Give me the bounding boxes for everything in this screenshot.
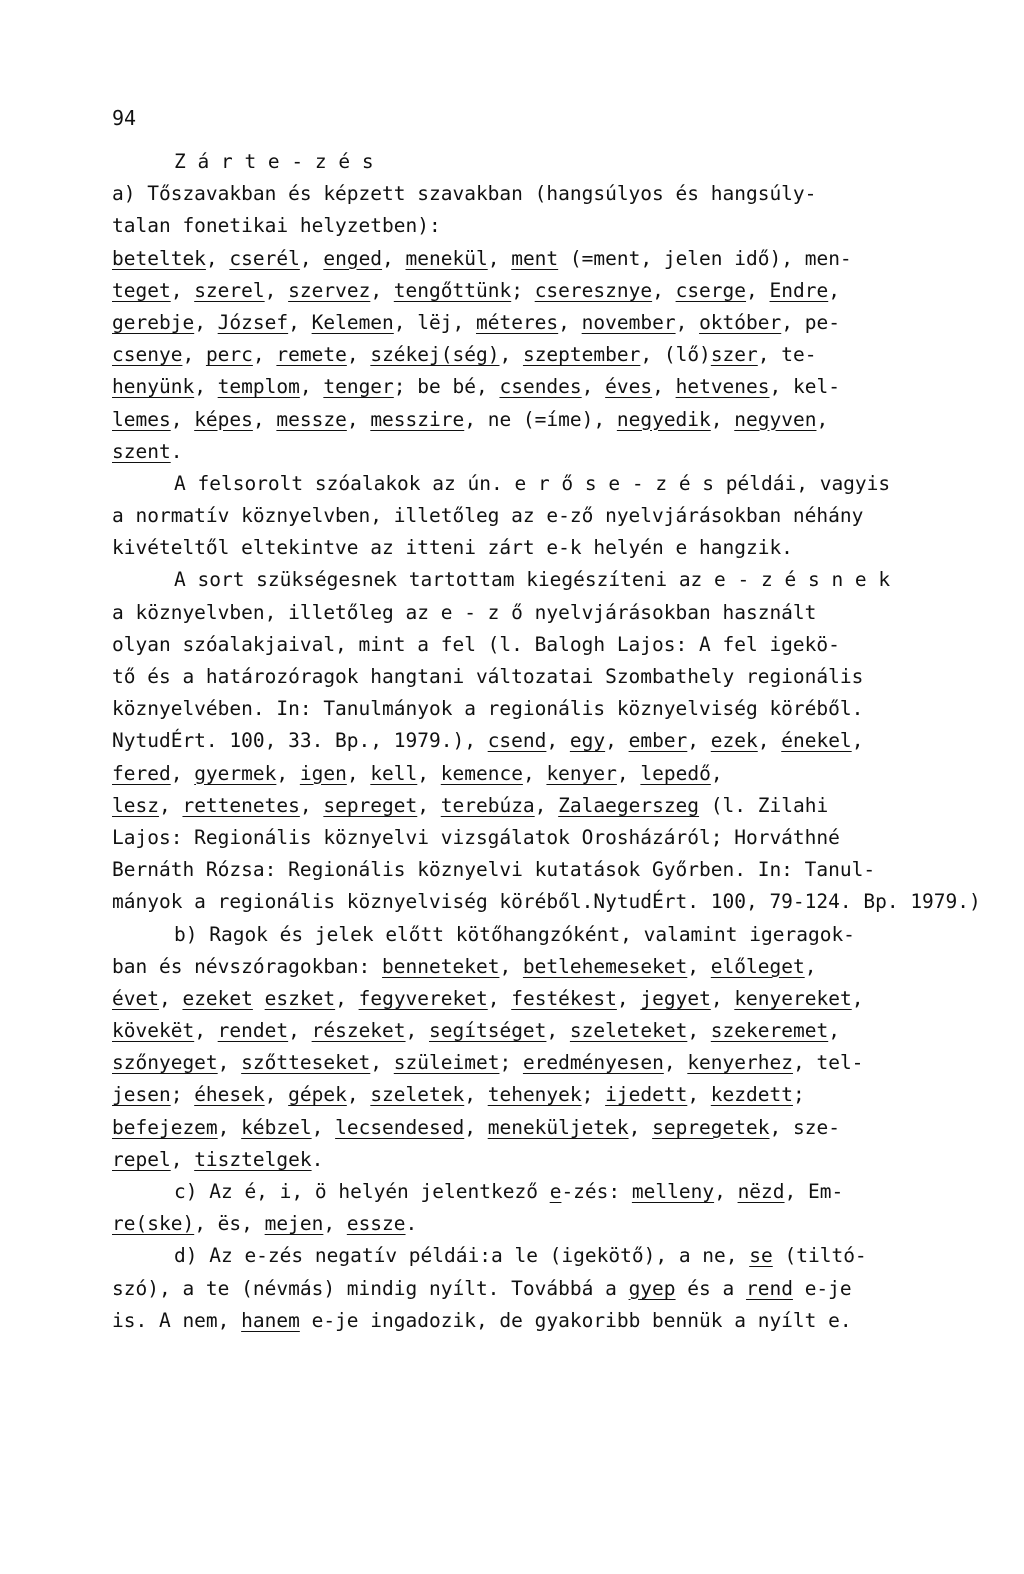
text-line (112, 532, 972, 564)
underlined-word: éhesek (194, 1083, 265, 1107)
underlined-word: benneteket (382, 954, 500, 978)
text-line (112, 339, 972, 371)
text-span: d) Az e-zés negatív példái:a le (igekötő), a ne, (174, 1244, 750, 1268)
text-span: c) Az é, i, ö helyén jelentkező (174, 1180, 550, 1203)
text-span: , (346, 1083, 371, 1107)
text-line (112, 564, 972, 596)
underlined-word: cserél (229, 246, 300, 270)
underlined-word: messzire (370, 407, 465, 431)
underlined-word: repel (112, 1147, 171, 1171)
text-span: e-je (792, 1276, 852, 1300)
text-span: . (170, 439, 183, 463)
text-span: szó), a te (névmás) mindig nyílt. Továbbá a (112, 1276, 629, 1300)
text-span: , (417, 761, 441, 785)
text-line (112, 597, 972, 629)
text-span: , (710, 986, 735, 1010)
text-span: , (487, 246, 512, 270)
text-span: , (346, 407, 371, 431)
text-span: , (652, 375, 676, 399)
underlined-word: tisztelgek (194, 1147, 312, 1171)
underlined-word: ezek (710, 729, 758, 753)
text-line (112, 1305, 972, 1337)
text-span: , (194, 310, 218, 334)
text-line (112, 1144, 972, 1176)
text-span: a köznyelvben, illetőleg az e - z ő nyelvjárásokban használt (112, 600, 817, 624)
text-span: , (299, 375, 324, 399)
text-span: mányok a regionális köznyelviség köréből.NytudÉrt. 100, 79-124. Bp. 1979.) (112, 890, 981, 914)
text-span: , (323, 1212, 347, 1236)
underlined-word: fegyvereket (358, 986, 488, 1010)
underlined-word: tengőttünk (393, 278, 512, 302)
text-span: ; (581, 1083, 606, 1107)
underlined-word: csendes (499, 375, 582, 399)
underlined-word: előleget (710, 954, 805, 978)
text-line (112, 468, 972, 500)
underlined-word: kövekët (112, 1019, 195, 1043)
text-span: , (581, 375, 606, 399)
text-span: . (405, 1212, 418, 1236)
text-line (112, 693, 972, 725)
text-line (112, 725, 972, 757)
text-span: , (252, 343, 277, 367)
text-span: olyan szóalakjaival, mint a fel (l. Balogh Lajos: A fel igekö- (112, 632, 840, 656)
text-span: , lëj, (393, 310, 476, 334)
text-line (112, 371, 972, 403)
underlined-word: ember (628, 729, 688, 753)
underlined-word: hetvenes (675, 375, 770, 399)
underlined-word: messze (276, 407, 347, 431)
underlined-word: kenyerhez (687, 1051, 793, 1075)
text-line (112, 758, 972, 790)
text-line (112, 243, 972, 275)
text-span: , (522, 761, 547, 785)
underlined-word: kezdett (710, 1083, 793, 1107)
section-heading: Z á r t e - z é s (174, 150, 374, 173)
underlined-word: Kelemen (311, 310, 394, 334)
text-span: A felsorolt szóalakok az ún. e r ő s e - z é s példái, vagyis (174, 471, 891, 495)
text-span: , (158, 986, 183, 1010)
text-line (112, 1208, 972, 1240)
text-span: , (252, 407, 277, 431)
paragraph-lines (112, 178, 981, 1337)
underlined-word: kell (370, 761, 418, 785)
text-span: , (605, 729, 629, 753)
text-span: , (205, 246, 230, 270)
text-span: , (405, 1019, 430, 1043)
text-line (112, 1015, 972, 1047)
underlined-word: jesen (112, 1083, 171, 1107)
text-span: ban és névszóragokban: (112, 954, 383, 978)
text-span: (l. Zilahi (699, 793, 829, 817)
text-span: , (299, 793, 324, 817)
text-line (112, 275, 972, 307)
underlined-word: ment (511, 246, 559, 270)
underlined-word: remete (276, 343, 347, 367)
underlined-word: szüleimet (393, 1051, 500, 1075)
underlined-word: eredményesen (522, 1051, 664, 1075)
underlined-word: részeket (311, 1019, 406, 1043)
underlined-word: meneküljetek (487, 1115, 629, 1139)
underlined-word: szer (710, 343, 758, 367)
text-span: , (170, 407, 195, 431)
text-span: , (534, 793, 559, 817)
text-span: , (487, 986, 512, 1010)
underlined-word: re(ske) (112, 1212, 195, 1236)
underlined-word: igen (299, 761, 347, 785)
text-line (112, 404, 972, 436)
underlined-word: egy (569, 729, 606, 753)
text-span: , (499, 343, 523, 367)
text-span: , (687, 729, 711, 753)
underlined-word: sepregetek (652, 1115, 770, 1139)
text-span: , (558, 310, 582, 334)
underlined-word: szekeremet (710, 1019, 829, 1043)
underlined-word: kenyer (546, 761, 617, 785)
text-span: , (264, 278, 289, 302)
underlined-word: Endre (769, 278, 829, 302)
text-span: , (370, 1051, 394, 1075)
text-span: , (710, 407, 735, 431)
text-span (253, 987, 265, 1010)
text-line (112, 178, 972, 210)
underlined-word: festékest (511, 986, 617, 1010)
text-line (112, 500, 972, 532)
underlined-word: segítséget (429, 1019, 547, 1043)
underlined-word: cserge (675, 278, 747, 302)
text-span: , (170, 278, 195, 302)
underlined-word: sepreget (323, 793, 418, 817)
page-number: 94 (112, 106, 137, 130)
text-span: , (194, 1019, 218, 1043)
underlined-word: betlehemeseket (522, 954, 688, 978)
text-span: , (370, 278, 394, 302)
text-span: , (288, 1019, 312, 1043)
text-span: , (828, 278, 840, 302)
text-span: , (346, 343, 371, 367)
text-span: , te- (757, 343, 817, 367)
underlined-word: melleny (631, 1180, 715, 1203)
text-span: , (217, 1115, 242, 1139)
text-span: , (311, 1115, 336, 1139)
underlined-word: jegyet (640, 986, 711, 1010)
underlined-word: székej(ség) (370, 343, 500, 367)
text-line (112, 983, 972, 1015)
underlined-word: évet (112, 986, 159, 1010)
underlined-word: éves (605, 375, 653, 399)
text-span: , (lő) (640, 343, 711, 367)
underlined-word: beteltek (112, 246, 206, 270)
text-span: Bernáth Rózsa: Regionális köznyelvi kutatások Győrben. In: Tanul- (112, 858, 876, 882)
text-line (112, 1273, 972, 1305)
text-span: , (804, 954, 817, 978)
text-span: Lajos: Regionális köznyelvi vizsgálatok Orosházáról; Horváthné (112, 825, 840, 849)
underlined-word: ijedett (605, 1083, 688, 1107)
text-span: A sort szükségesnek tartottam kiegészíteni az e - z é s n e k (174, 568, 891, 592)
text-span: ; (792, 1083, 805, 1107)
underlined-word: menekül (405, 246, 488, 270)
text-span: , ës, (194, 1212, 265, 1236)
text-span: , (170, 1147, 195, 1171)
underlined-word: teget (112, 278, 171, 302)
underlined-word: lecsendesed (335, 1115, 465, 1139)
underlined-word: templom (217, 375, 300, 399)
text-span: , (417, 793, 441, 817)
underlined-word: lemes (112, 407, 171, 431)
underlined-word: essze (346, 1212, 406, 1236)
text-span: -zés: (561, 1180, 632, 1203)
underlined-word: negyven (734, 407, 817, 431)
text-span: NytudÉrt. 100, 33. Bp., 1979.), (112, 729, 488, 753)
underlined-word: lesz (112, 793, 159, 817)
text-span: ; (170, 1083, 195, 1107)
underlined-word: se (749, 1244, 773, 1268)
text-span: , (158, 793, 183, 817)
underlined-word: gépek (288, 1083, 347, 1107)
underlined-word: szeptember (522, 343, 641, 367)
underlined-word: lepedő (640, 761, 711, 785)
text-span: , (464, 1115, 488, 1139)
underlined-word: gerebje (112, 310, 195, 334)
text-span: , tel- (792, 1051, 864, 1075)
text-line (112, 1240, 972, 1272)
text-span: , (288, 310, 312, 334)
underlined-word: e (549, 1180, 562, 1203)
underlined-word: november (581, 310, 676, 334)
underlined-word: befejezem (112, 1115, 218, 1139)
text-line (112, 886, 981, 918)
text-span: , (276, 761, 300, 785)
text-span: (tiltó- (772, 1244, 867, 1268)
text-span: , (546, 1019, 570, 1043)
underlined-word: kenyereket (734, 986, 852, 1010)
text-line (112, 1112, 972, 1144)
text-span: , (746, 278, 770, 302)
text-span: ; (511, 278, 535, 302)
underlined-word: csenye (112, 343, 183, 367)
underlined-word: enged (323, 246, 383, 270)
underlined-word: kébzel (241, 1115, 312, 1139)
text-line (112, 629, 972, 661)
underlined-word: terebúza (440, 793, 535, 817)
text-line (112, 210, 972, 242)
text-span: , kel- (769, 375, 840, 399)
underlined-word: gyermek (194, 761, 277, 785)
text-span: , (499, 954, 523, 978)
text-span: , (652, 278, 676, 302)
underlined-word: október (699, 310, 782, 334)
text-span: , (675, 310, 700, 334)
underlined-word: szerel (194, 278, 265, 302)
underlined-word: perc (205, 343, 253, 367)
text-line (112, 661, 972, 693)
text-span: , (170, 761, 195, 785)
text-line (112, 436, 972, 468)
underlined-word: nëzd (737, 1180, 785, 1203)
text-line (112, 307, 972, 339)
underlined-word: rendet (217, 1019, 289, 1043)
text-span: és a (675, 1276, 746, 1300)
text-line (112, 854, 972, 886)
text-line (112, 790, 972, 822)
underlined-word: ezeket (182, 986, 253, 1010)
text-span: , (335, 986, 359, 1010)
text-span: , pe- (781, 310, 840, 334)
text-span: talan fonetikai helyzetben): (112, 214, 441, 238)
text-span: , (816, 407, 829, 431)
text-span: , (628, 1115, 653, 1139)
text-line (112, 1047, 972, 1079)
text-span: , (687, 1019, 711, 1043)
text-span: , (714, 1180, 738, 1203)
text-span: a normatív köznyelvben, illetőleg az e-ző nyelvjárásokban néhány (112, 504, 864, 528)
text-line (112, 1079, 972, 1111)
text-span: , ne (=íme), (464, 407, 617, 431)
underlined-word: képes (194, 407, 253, 431)
underlined-word: szervez (288, 278, 371, 302)
underlined-word: tenger (323, 375, 394, 399)
body-text (112, 146, 981, 1337)
text-span: , (217, 1051, 242, 1075)
text-span: , (851, 729, 864, 753)
text-span: , (663, 1051, 688, 1075)
text-span: , (194, 375, 218, 399)
text-span: , (828, 1019, 840, 1043)
underlined-word: fered (112, 761, 171, 785)
text-span: köznyelvében. In: Tanulmányok a regionális köznyelviség köréből. (112, 697, 864, 721)
text-span: , (464, 1083, 488, 1107)
underlined-word: méteres (475, 310, 559, 334)
text-span: b) Ragok és jelek előtt kötőhangzóként, valamint igeragok- (174, 922, 855, 946)
underlined-word: szeletek (370, 1083, 465, 1107)
text-span: , (299, 246, 324, 270)
text-span: , (710, 761, 723, 785)
underlined-word: szeleteket (569, 1019, 688, 1043)
text-span: tő és a határozóragok hangtani változatai Szombathely regionális (112, 665, 864, 688)
text-span: , (687, 1083, 711, 1107)
underlined-word: mejen (264, 1212, 324, 1236)
underlined-word: szőnyeget (112, 1051, 218, 1075)
underlined-word: henyünk (112, 375, 195, 399)
text-line (112, 919, 972, 951)
text-line (112, 822, 972, 854)
text-span: , (546, 729, 570, 753)
underlined-word: negyedik (616, 407, 711, 431)
text-span: , (346, 761, 371, 785)
text-span: ; be bé, (393, 375, 500, 399)
text-span: , (757, 729, 782, 753)
underlined-word: szent (112, 439, 171, 463)
underlined-word: cseresznye (534, 278, 653, 302)
text-span: , (382, 246, 406, 270)
text-span: , sze- (769, 1115, 840, 1139)
underlined-word: rettenetes (182, 793, 300, 817)
underlined-word: tehenyek (487, 1083, 582, 1107)
underlined-word: eszket (264, 986, 336, 1010)
text-span: ; (499, 1051, 523, 1075)
text-span: , (851, 986, 864, 1010)
text-span: , (687, 954, 711, 978)
underlined-word: csend (487, 729, 547, 753)
text-span: , (616, 986, 641, 1010)
text-span: , (182, 343, 206, 367)
text-span: , (264, 1083, 289, 1107)
underlined-word: Zalaegerszeg (558, 793, 700, 817)
underlined-word: rend (745, 1276, 793, 1300)
text-line (112, 1176, 972, 1208)
text-span: e-je ingadozik, de gyakoribb bennük a nyílt e. (299, 1308, 852, 1332)
text-span: , (616, 761, 641, 785)
underlined-word: énekel (781, 729, 852, 753)
text-span: a) Tőszavakban és képzett szavakban (hangsúlyos és hangsúly- (112, 182, 817, 206)
text-span: . (311, 1147, 324, 1171)
underlined-word: kemence (440, 761, 523, 785)
text-line (112, 951, 972, 983)
underlined-word: szőtteseket (241, 1051, 371, 1075)
underlined-word: József (217, 310, 289, 334)
underlined-word: gyep (628, 1276, 676, 1300)
text-span: is. A nem, (112, 1308, 242, 1332)
text-span: kivételtől eltekintve az itteni zárt e-k helyén e hangzik. (112, 536, 793, 560)
text-span: (=ment, jelen idő), men- (558, 246, 852, 270)
text-span: , Em- (784, 1180, 844, 1203)
underlined-word: hanem (241, 1308, 300, 1332)
